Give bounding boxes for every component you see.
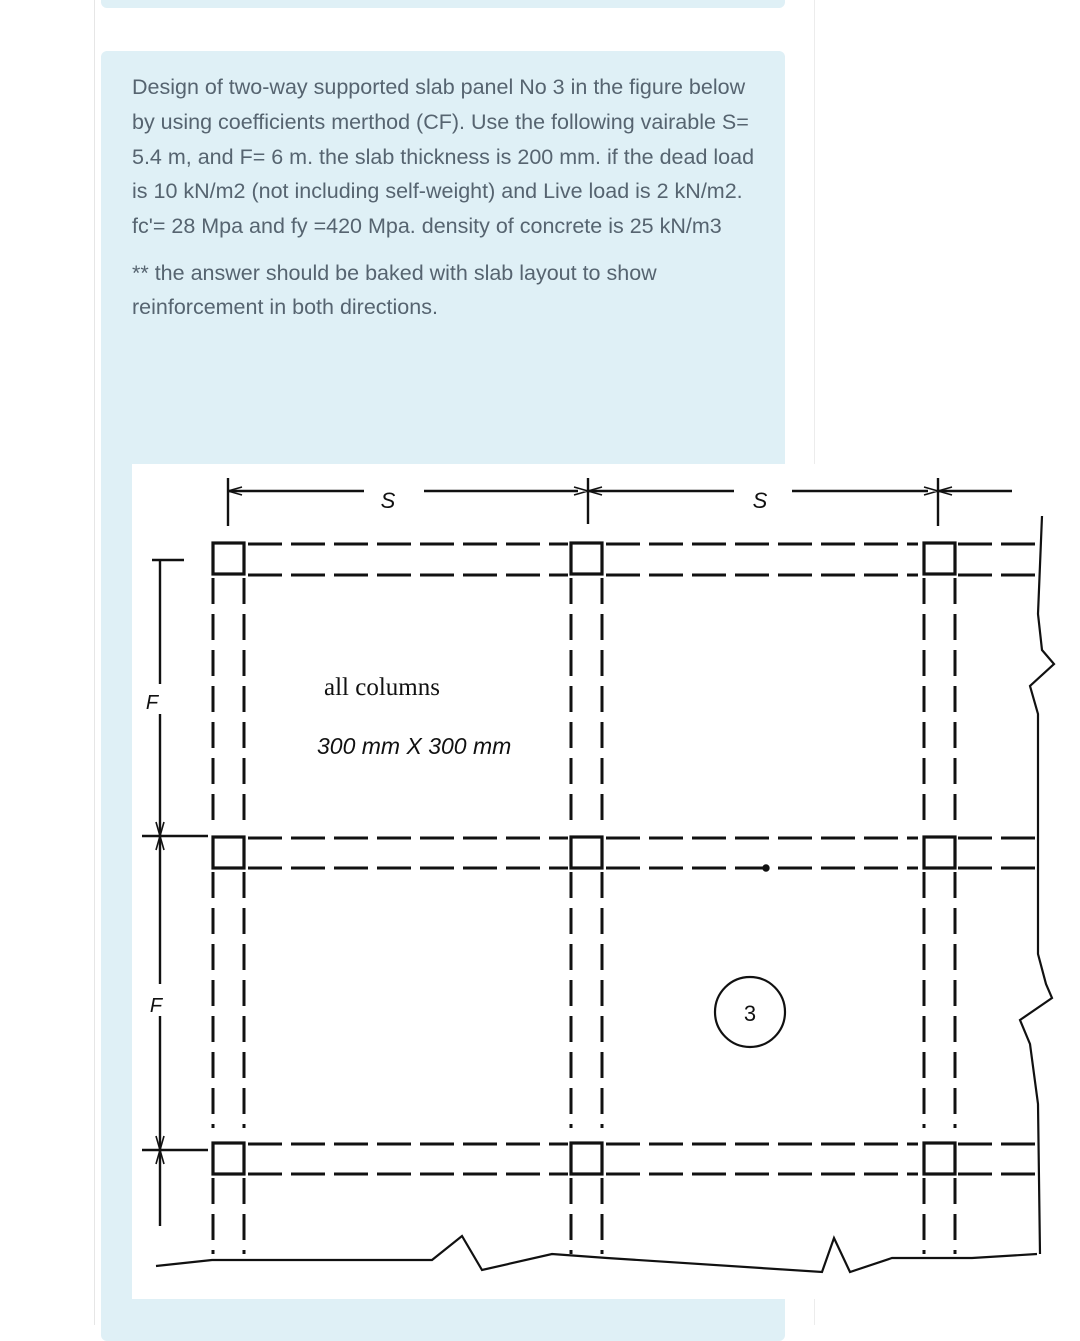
page-left-border — [94, 0, 95, 1325]
question-note: ** the answer should be baked with slab layout to show reinforcement in both directions. — [132, 260, 657, 319]
columns-label: all columns — [324, 674, 440, 701]
break-lines — [156, 516, 1054, 1272]
question-paragraph: Design of two-way supported slab panel No 3 in the figure below by using coefficients merthod (CF). Use the following vairable S= 5.4 m, and F= 6 m. the slab thickness is 200 mm. if the dead load is 10 kN/m2 (not including self-weight) and Live load is 2 kN/m2. fc'= 28 Mpa and fy =420 Mpa. density of concrete is 25 kN/m3 — [132, 75, 755, 239]
span-label-f-1: F — [145, 692, 159, 714]
span-label-s-2: S — [752, 488, 768, 513]
columns-size: 300 mm X 300 mm — [317, 733, 512, 759]
slab-layout-figure — [132, 464, 1080, 1299]
beam-lines-horizontal — [248, 544, 1037, 1174]
beam-mark — [764, 866, 769, 871]
question-body — [132, 70, 762, 324]
span-label-s-1: S — [380, 488, 396, 513]
dimension-line-top — [228, 478, 1012, 526]
slab-plan-drawing — [132, 464, 1080, 1299]
panel-number: 3 — [743, 1001, 757, 1026]
span-label-f-2: F — [149, 995, 163, 1017]
columns — [213, 543, 955, 1174]
dimension-line-left — [142, 560, 208, 1226]
previous-card — [101, 0, 785, 8]
